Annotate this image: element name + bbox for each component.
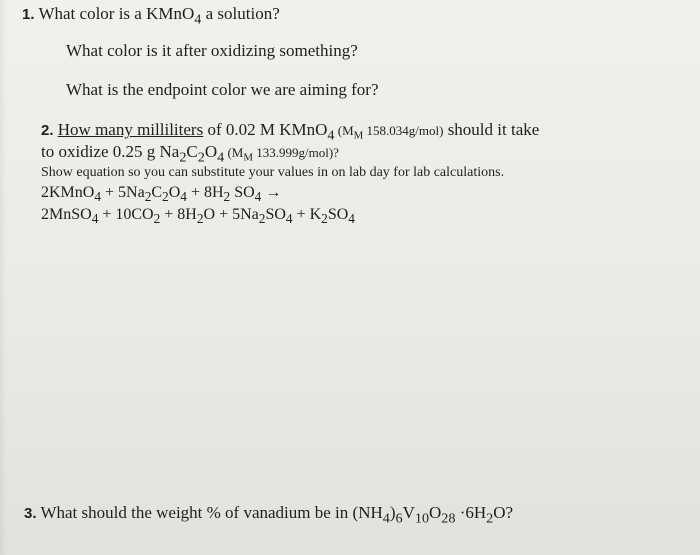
reaction-equation-products: 2MnSO$_4$ + $10CO_2 + 8H_2O + 5Na_2SO_4 + K_2SO_4$ — [41, 206, 355, 227]
reaction-equation-reactants: 2KMnO$_4$ + $5Na_2C_2O_4 + 8H_2$ $SO_4$ → — [41, 184, 282, 205]
question-1-number: 1. — [22, 6, 35, 23]
page-edge-shadow — [0, 0, 6, 555]
question-2-number: 2. — [41, 122, 54, 139]
question-2-underlined: How many milliliters — [57, 120, 204, 139]
question-2-line-2: to oxidize 0.25 g $Na_2C_2O_4$ ($M_M$ 133.999g/mol)? — [41, 142, 339, 166]
question-2-line-1: 2. How many milliliters of 0.02 M KMnO$_4$ ($M_M$ 158.034g/mol) should it take — [41, 120, 540, 144]
question-1 — [22, 4, 280, 28]
question-2-instruction: Show equation so you can substitute your values in on lab day for lab calculations. — [41, 165, 505, 180]
question-3-number: 3. — [24, 505, 37, 522]
question-1-sub-a: What color is it after oxidizing something? — [66, 41, 358, 60]
question-1-text: What color is a KMnO$_4$ a solution? — [38, 4, 280, 28]
question-3: 3. What should the weight % of vanadium be in $(NH_4)_6V_{10}O_{28} \cdot 6H_2O$? — [24, 503, 514, 527]
question-1-sub-b: What is the endpoint color we are aiming for? — [66, 80, 379, 99]
